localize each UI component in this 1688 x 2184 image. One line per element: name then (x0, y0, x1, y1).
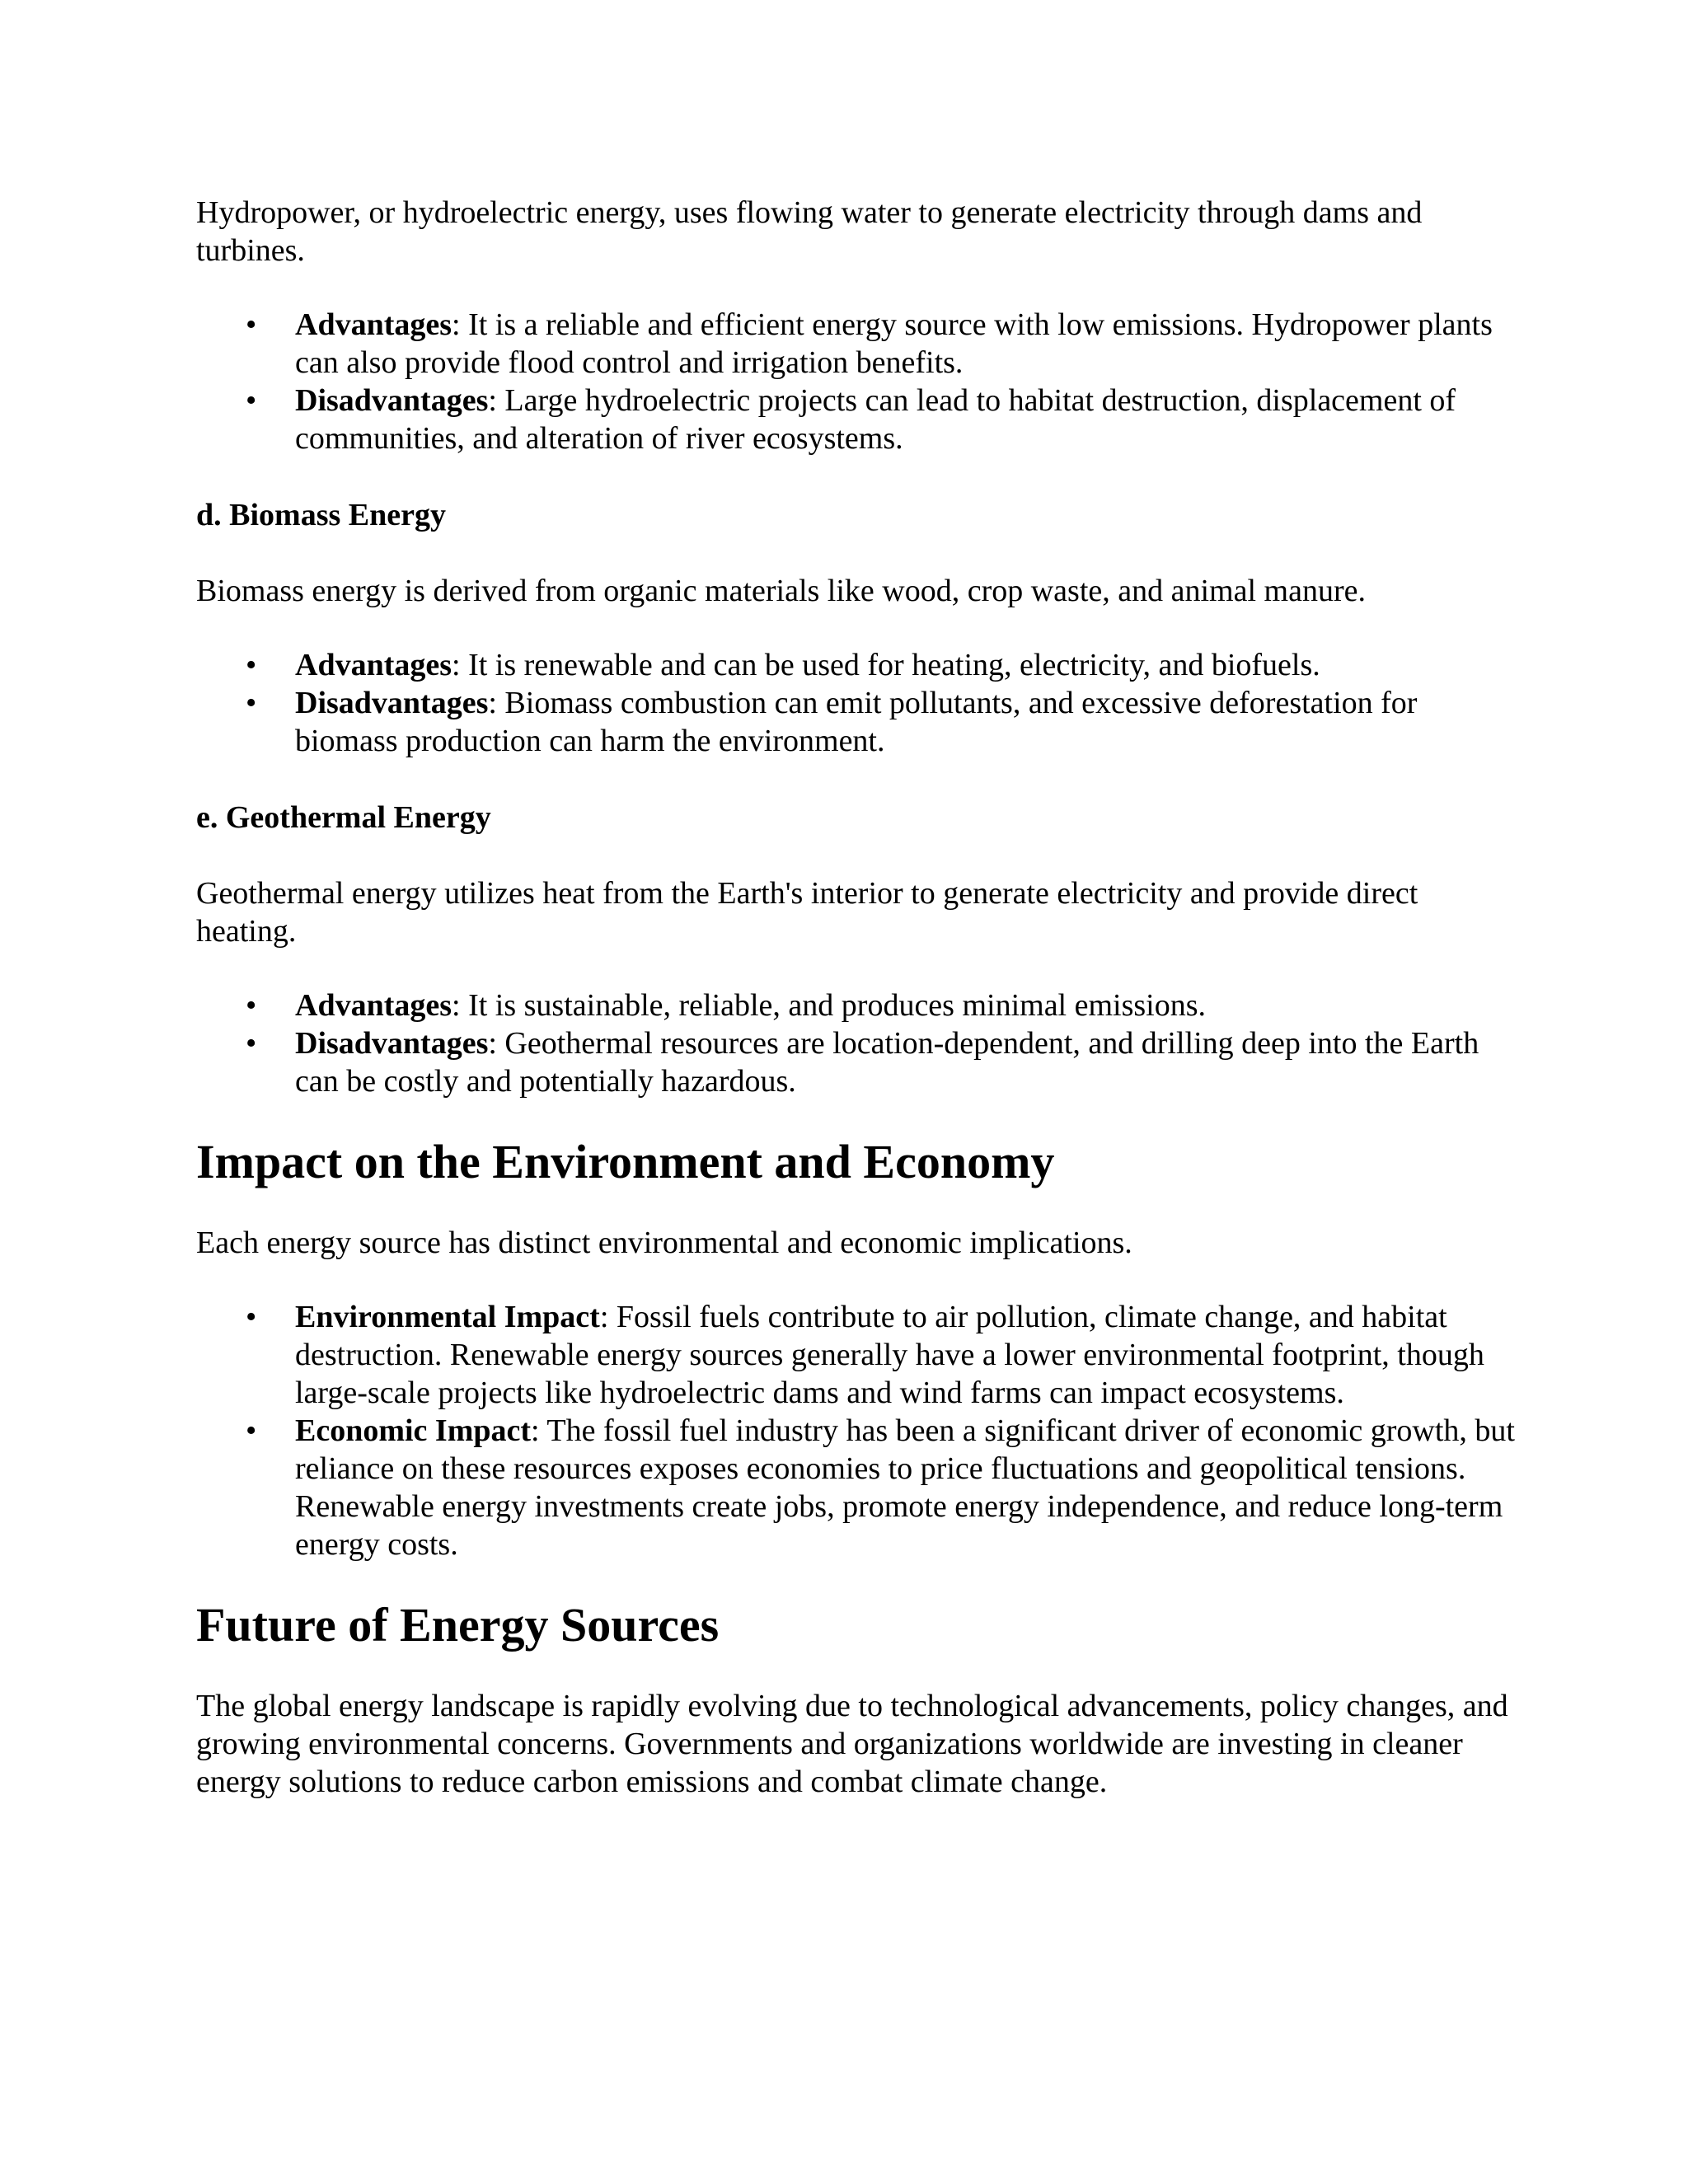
item-text: : Fossil fuels contribute to air pollution, climate change, and habitat destruction. Renewable energy sources generally have a lower environmental footprint, though large-scale projects like hydroelectric dams and wind farms can impact ecosystems. (295, 1300, 1484, 1410)
bullet-icon: • (246, 686, 257, 720)
impact-list (196, 1298, 1515, 1563)
biomass-list (196, 646, 1515, 760)
bullet-icon: • (246, 1300, 257, 1334)
future-heading: Future of Energy Sources (196, 1598, 720, 1652)
item-text: : It is renewable and can be used for heating, electricity, and biofuels. (452, 648, 1320, 682)
list-item (196, 1412, 1515, 1563)
hydro-intro: Hydropower, or hydroelectric energy, uses flowing water to generate electricity through dams and turbines. (196, 195, 1423, 268)
item-label: Advantages (295, 988, 452, 1023)
list-item (196, 1024, 1515, 1100)
geothermal-intro: Geothermal energy utilizes heat from the Earth's interior to generate electricity and provide direct heating. (196, 876, 1418, 949)
bullet-icon: • (246, 307, 257, 342)
item-label: Advantages (295, 648, 452, 682)
geothermal-list (196, 987, 1515, 1100)
item-label: Disadvantages (295, 383, 489, 418)
item-label: Advantages (295, 307, 452, 342)
item-label: Environmental Impact (295, 1300, 600, 1334)
future-intro: The global energy landscape is rapidly evolving due to technological advancements, policy changes, and growing environmental concerns. Governments and organizations worldwide are investing in cleaner energy solutions to reduce carbon emissions and combat climate change. (196, 1689, 1508, 1799)
biomass-intro: Biomass energy is derived from organic materials like wood, crop waste, and animal manure. (196, 574, 1366, 608)
item-label: Disadvantages (295, 686, 489, 720)
item-text: : It is sustainable, reliable, and produces minimal emissions. (452, 988, 1207, 1023)
bullet-icon: • (246, 648, 257, 682)
item-label: Economic Impact (295, 1413, 532, 1448)
bullet-icon: • (246, 383, 257, 418)
list-item (196, 646, 1515, 684)
hydro-list (196, 306, 1515, 457)
bullet-icon: • (246, 1413, 257, 1448)
bullet-icon: • (246, 988, 257, 1023)
list-item (196, 1298, 1515, 1412)
list-item (196, 684, 1515, 760)
item-text: : Biomass combustion can emit pollutants, and excessive deforestation for biomass production can harm the environment. (295, 686, 1418, 758)
geothermal-heading: e. Geothermal Energy (196, 800, 491, 835)
item-label: Disadvantages (295, 1026, 489, 1061)
biomass-heading: d. Biomass Energy (196, 498, 446, 532)
list-item (196, 306, 1515, 382)
impact-intro: Each energy source has distinct environmental and economic implications. (196, 1226, 1132, 1260)
bullet-icon: • (246, 1026, 257, 1061)
list-item (196, 987, 1515, 1024)
item-text: : Large hydroelectric projects can lead to habitat destruction, displacement of communities, and alteration of river ecosystems. (295, 383, 1456, 456)
document-page (196, 194, 1515, 1801)
impact-heading: Impact on the Environment and Economy (196, 1135, 1055, 1188)
item-text: : The fossil fuel industry has been a significant driver of economic growth, but reliance on these resources exposes economies to price fluctuations and geopolitical tensions. Renewable energy investments create jobs, promote energy independence, and reduce long-term energy costs. (295, 1413, 1515, 1562)
list-item (196, 382, 1515, 457)
item-text: : It is a reliable and efficient energy source with low emissions. Hydropower plants can also provide flood control and irrigation benefits. (295, 307, 1493, 380)
item-text: : Geothermal resources are location-dependent, and drilling deep into the Earth can be costly and potentially hazardous. (295, 1026, 1479, 1099)
